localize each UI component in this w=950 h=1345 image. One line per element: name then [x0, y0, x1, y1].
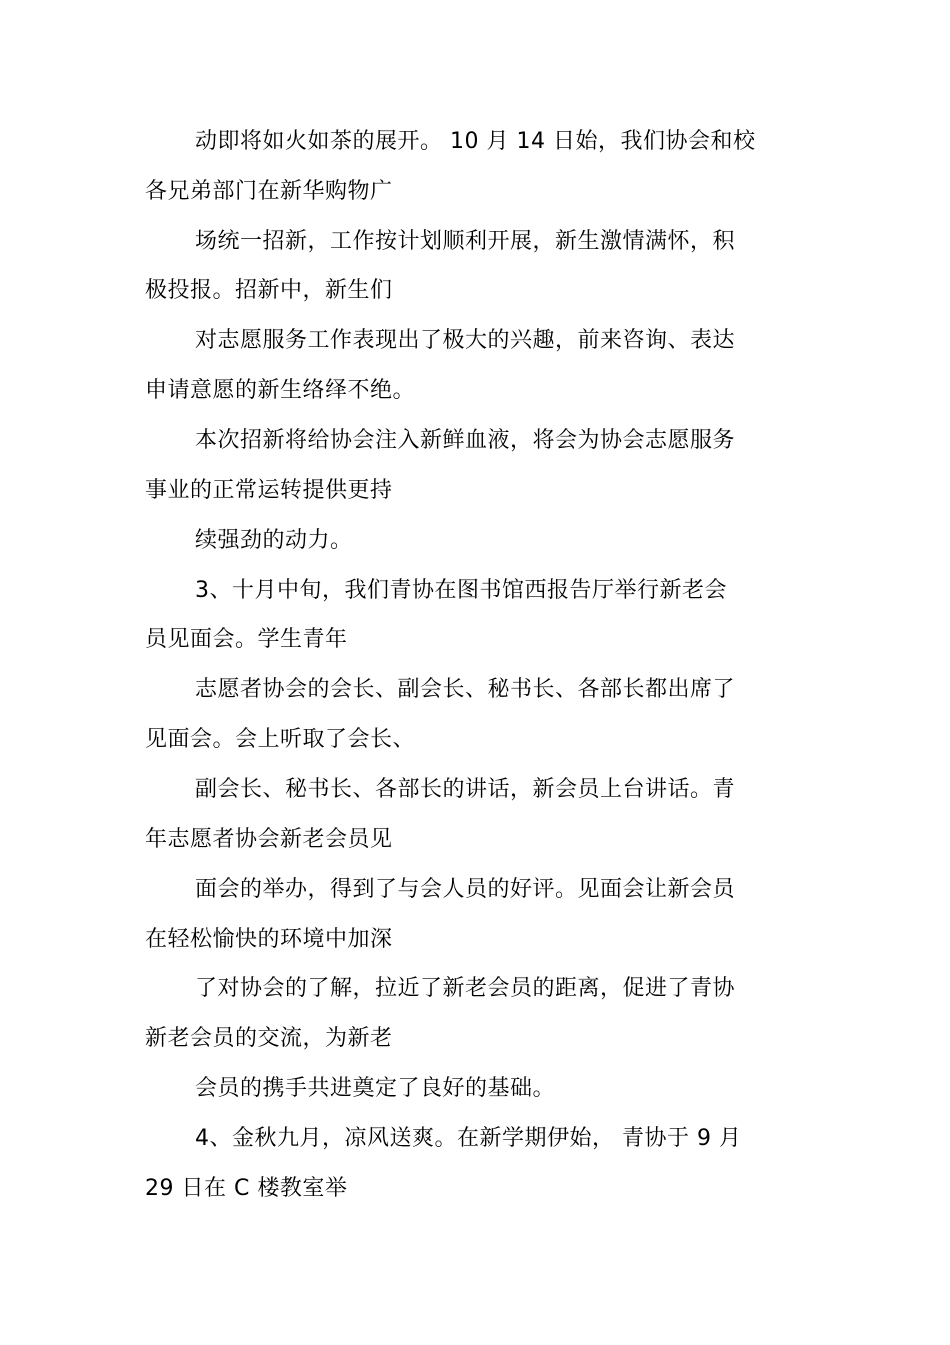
- text-line-9: 续强劲的动力。: [195, 528, 353, 553]
- text-line-15: 年志愿者协会新老会员见: [145, 827, 393, 852]
- text-line-10: 3、十月中旬，我们青协在图书馆西报告厅举行新老会: [195, 578, 727, 603]
- text-line-6: 申请意愿的新生络绎不绝。: [145, 378, 416, 403]
- text-line-14: 副会长、秘书长、各部长的讲话，新会员上台讲话。青: [195, 777, 736, 802]
- text-line-4: 极投报。招新中，新生们: [145, 278, 393, 303]
- text-line-5: 对志愿服务工作表现出了极大的兴趣，前来咨询、表达: [195, 328, 736, 353]
- text-line-20: 会员的携手共进奠定了良好的基础。: [195, 1076, 556, 1101]
- text-line-7: 本次招新将给协会注入新鲜血液，将会为协会志愿服务: [195, 428, 736, 453]
- text-line-19: 新老会员的交流，为新老: [145, 1026, 393, 1051]
- text-line-1: 动即将如火如茶的展开。 10 月 14 日始，我们协会和校: [195, 129, 756, 154]
- text-line-21: 4、金秋九月，凉风送爽。在新学期伊始， 青协于 9 月: [195, 1126, 742, 1151]
- text-line-2: 各兄弟部门在新华购物广: [145, 179, 393, 204]
- text-line-16: 面会的举办，得到了与会人员的好评。见面会让新会员: [195, 877, 736, 902]
- text-line-17: 在轻松愉快的环境中加深: [145, 927, 393, 952]
- text-line-18: 了对协会的了解，拉近了新老会员的距离，促进了青协: [195, 976, 736, 1001]
- text-line-11: 员见面会。学生青年: [145, 627, 348, 652]
- text-line-3: 场统一招新，工作按计划顺利开展，新生激情满怀，积: [195, 229, 736, 254]
- text-line-12: 志愿者协会的会长、副会长、秘书长、各部长都出席了: [195, 677, 736, 702]
- text-line-13: 见面会。会上听取了会长、: [145, 727, 416, 752]
- text-line-8: 事业的正常运转提供更持: [145, 478, 393, 503]
- text-line-22: 29 日在 C 楼教室举: [145, 1176, 348, 1201]
